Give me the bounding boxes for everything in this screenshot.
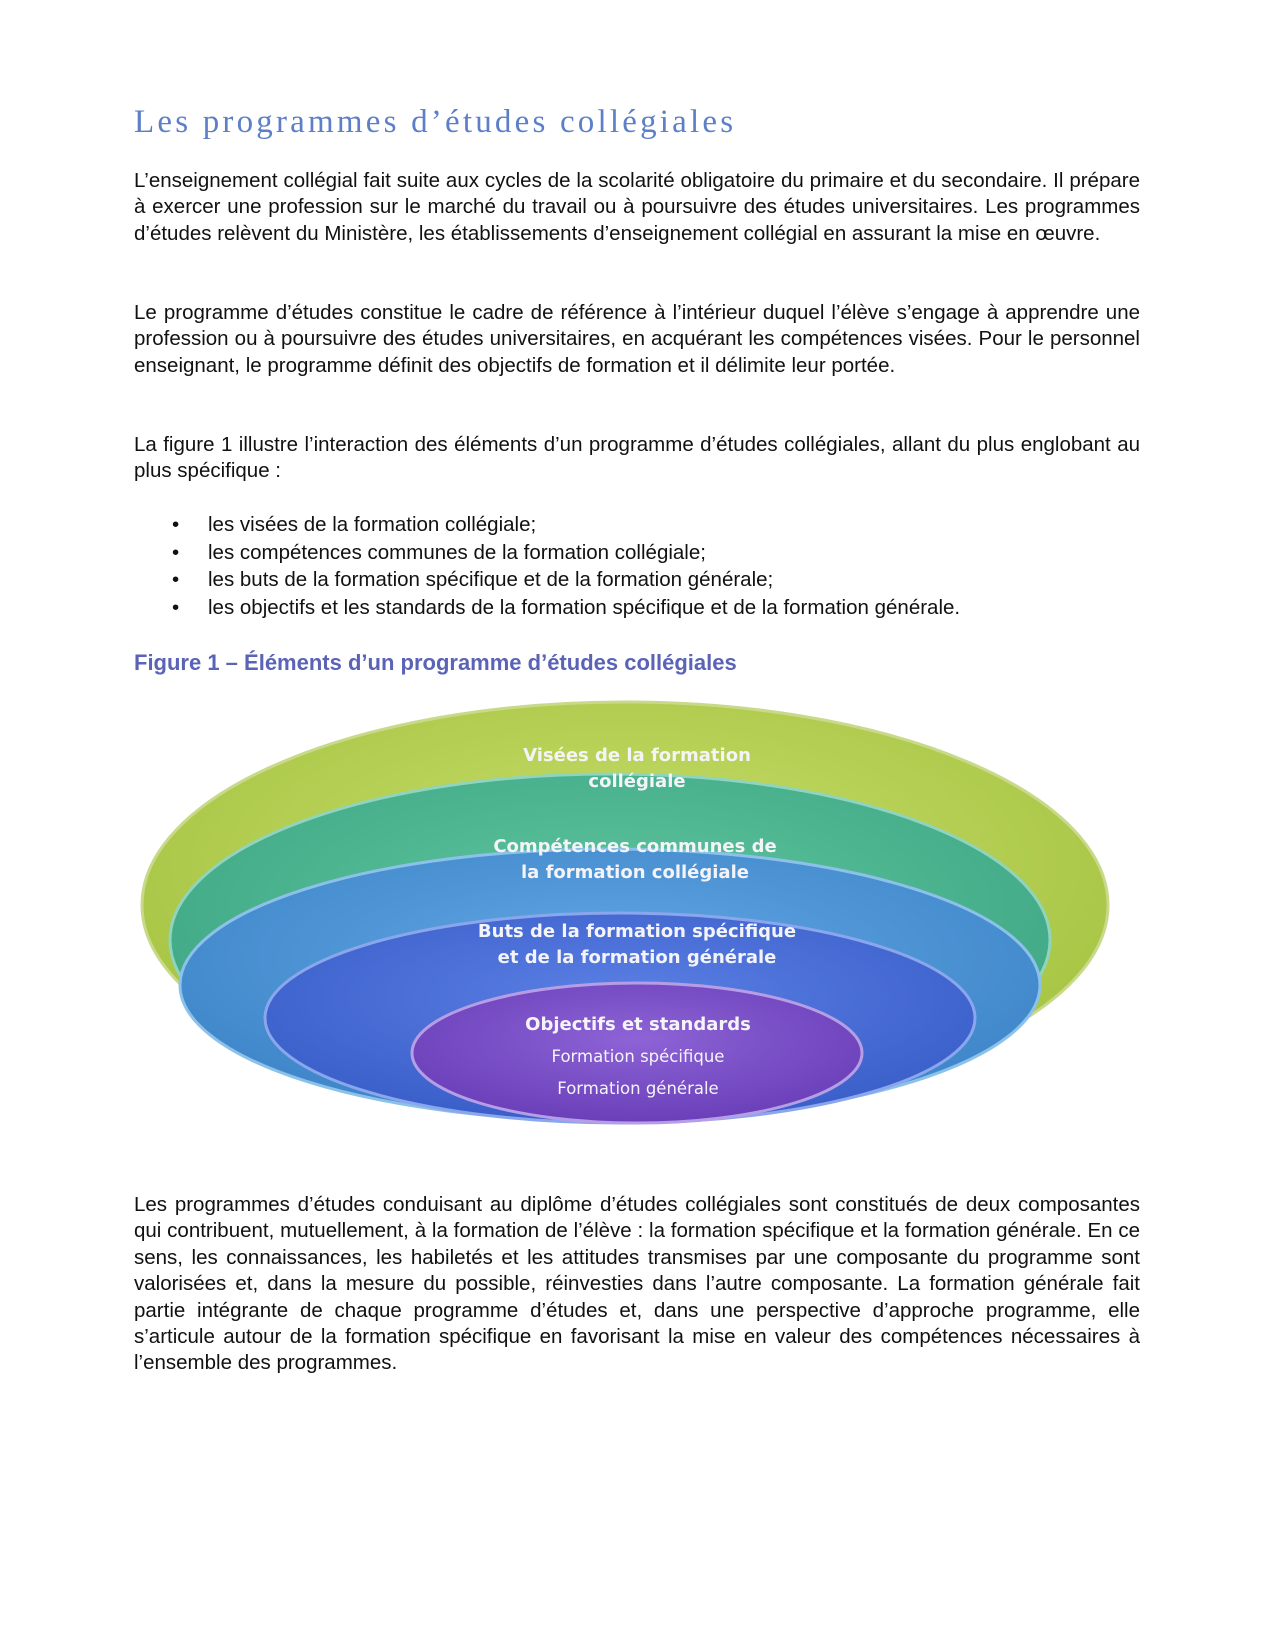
core-label <box>525 1012 751 1038</box>
list-item <box>172 539 960 567</box>
list-item <box>172 594 960 622</box>
list-item-text: les buts de la formation spécifique et de la formation générale; <box>208 568 774 592</box>
ring3-label <box>478 919 796 971</box>
core-sublabels <box>552 1044 725 1102</box>
list-item <box>172 566 960 594</box>
ring3-label-line1: Buts de la formation spécifique <box>477 921 797 942</box>
figure-intro-paragraph: La figure 1 illustre l’interaction des éléments d’un programme d’études collégiales, allant du plus englobant au plus spécifique : <box>134 433 1140 483</box>
bullet-icon: • <box>172 513 180 536</box>
ring3-label-line2: et de la formation générale <box>497 947 777 968</box>
closing-paragraph: Les programmes d’études conduisant au diplôme d’études collégiales sont constitués de deux composantes qui contribuent, mutuellement, à la formation de l’élève : la formation spécifique et la formation générale. En ce sens, les connaissances, les habiletés et les attitudes transmises par une composante du programme sont valorisées et, dans la mesure du possible, réinvesties dans l’autre composante. La formation générale fait partie intégrante de chaque programme d’études et, dans une perspective d’approche programme, elle s’articule autour de la formation spécifique en favorisant la mise en valeur des compétences nécessaires à l’ensemble des programmes. <box>134 1193 1140 1375</box>
list-item-text: les visées de la formation collégiale; <box>208 513 537 536</box>
list-item-text: les objectifs et les standards de la formation spécifique et de la formation générale. <box>208 595 961 619</box>
ring2-label-line2: la formation collégiale <box>521 862 749 883</box>
core-line1: Formation spécifique <box>551 1047 725 1066</box>
list-item <box>172 511 960 539</box>
list-item-text: les compétences communes de la formation collégiale; <box>208 540 706 564</box>
ring2-label <box>493 834 776 886</box>
figure-caption: Figure 1 – Éléments d’un programme d’études collégiales <box>134 650 737 675</box>
ring1-label-line1: Visées de la formation <box>523 745 751 766</box>
ring2-label-line1: Compétences communes de <box>493 836 777 857</box>
bullet-icon: • <box>172 568 180 592</box>
program-paragraph: Le programme d’études constitue le cadre de référence à l’intérieur duquel l’élève s’engage à apprendre une profession ou à poursuivre des études universitaires, en acquérant les compétences visées. Pour le personnel enseignant, le programme définit des objectifs de formation et il délimite leur portée. <box>134 301 1140 377</box>
core-title: Objectifs et standards <box>525 1014 751 1035</box>
core-line2: Formation générale <box>557 1079 719 1098</box>
bullet-icon: • <box>172 540 180 564</box>
ring1-label <box>523 743 751 795</box>
page-title: Les programmes d’études collégiales <box>134 104 737 140</box>
elements-list <box>172 511 960 621</box>
ring1-label-line2: collégiale <box>588 771 686 792</box>
bullet-icon: • <box>172 595 180 619</box>
intro-paragraph: L’enseignement collégial fait suite aux cycles de la scolarité obligatoire du primaire et du secondaire. Il prépare à exercer une profession sur le marché du travail ou à poursuivre des études universitaires. Les programmes d’études relèvent du Ministère, les établissements d’enseignement collégial en assurant la mise en œuvre. <box>134 169 1140 245</box>
